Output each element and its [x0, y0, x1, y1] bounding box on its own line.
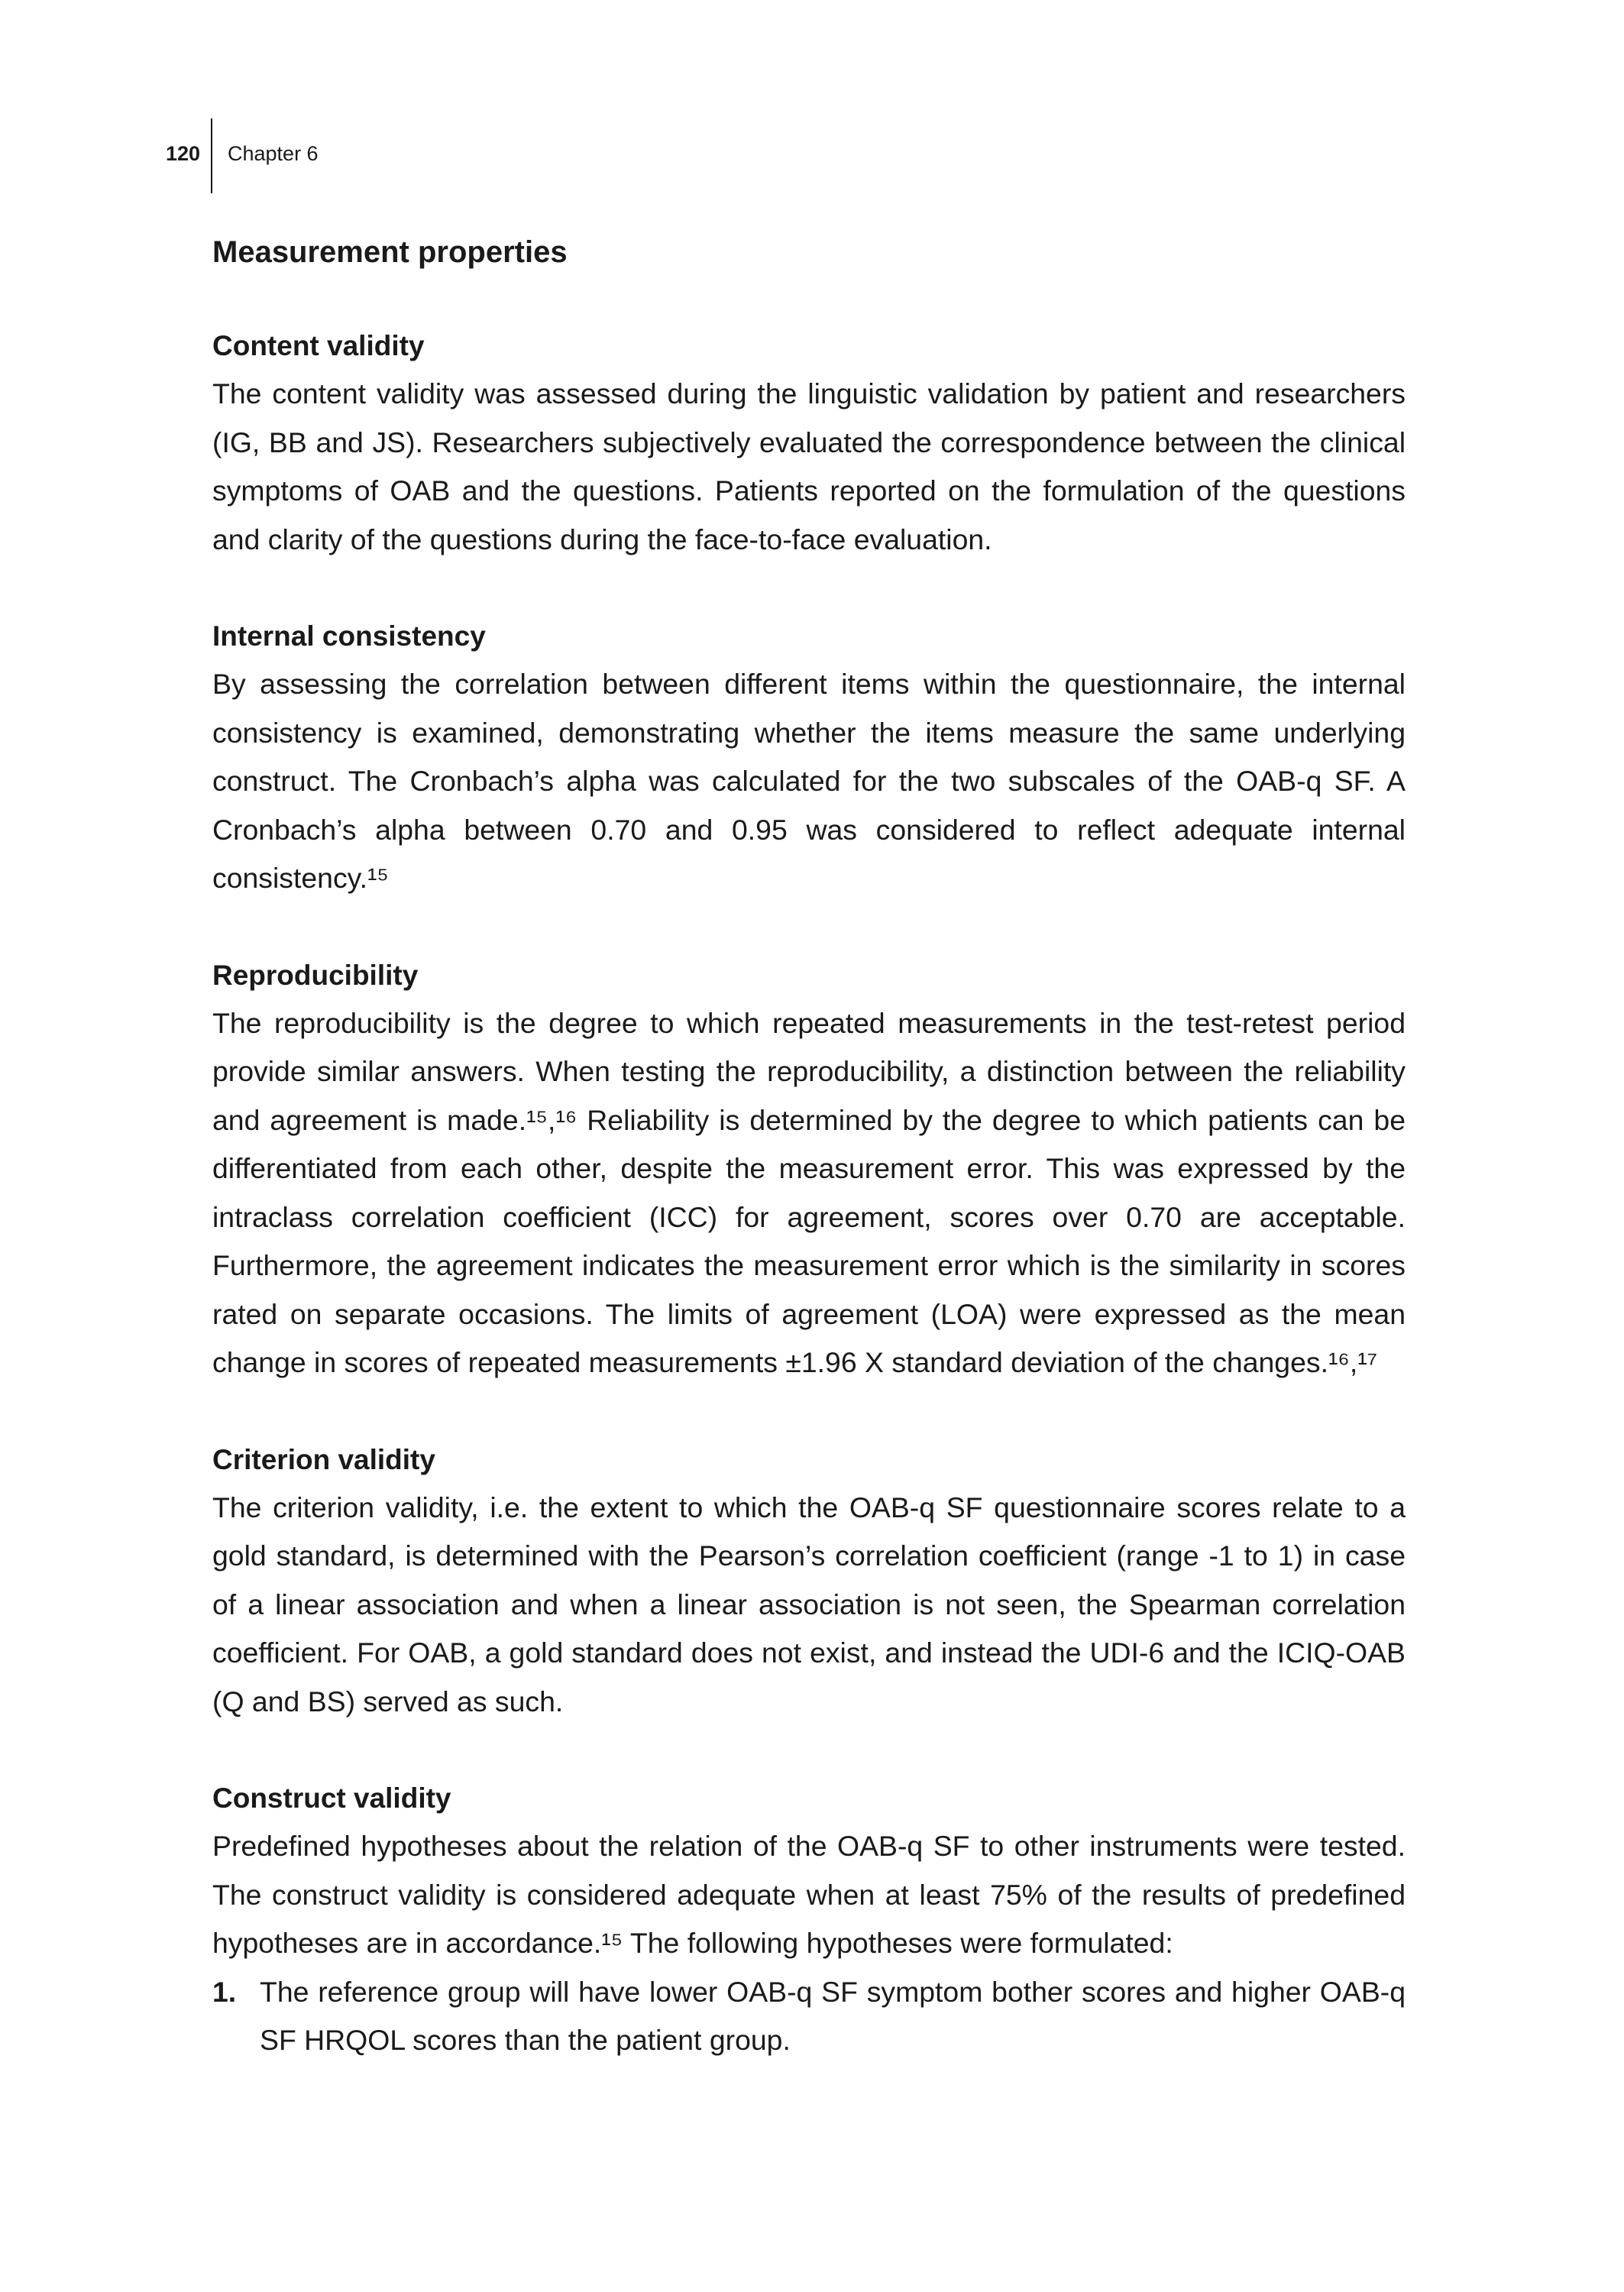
section-heading: Internal consistency — [212, 620, 486, 652]
section-paragraph: The reproducibility is the degree to which repeated measurements in the test-retest period provide similar answers. When testing the reproducibility, a distinction between the reliability and agreement is made.¹⁵,¹⁶ Reliability is determined by the degree to which patients can be differentiated from each other, despite the measurement error. This was expressed by the intraclass correlation coefficient (ICC) for agreement, scores over 0.70 are acceptable. Furthermore, the agreement indicates the measurement error which is the similarity in scores rated on separate occasions. The limits of agreement (LOA) were expressed as the mean change in scores of repeated measurements ±1.96 X standard deviation of the changes.¹⁶,¹⁷ — [212, 1006, 1406, 1378]
page-number: 120 — [165, 142, 200, 165]
hypothesis-number: 1. — [212, 1975, 237, 2008]
hypotheses-list — [212, 1968, 1406, 2065]
section-reproducibility — [212, 952, 1406, 1387]
section-criterion-validity — [212, 1436, 1406, 1727]
section-heading: Criterion validity — [212, 1443, 435, 1475]
page-heading: Measurement properties — [212, 235, 568, 269]
section-paragraph: By assessing the correlation between different items within the questionnaire, the internal consistency is examined, demonstrating whether the items measure the same underlying construct. The Cronbach’s alpha was calculated for the two subscales of the OAB-q SF. A Cronbach’s alpha between 0.70 and 0.95 was considered to reflect adequate internal consistency.¹⁵ — [212, 668, 1406, 894]
section-paragraph: The criterion validity, i.e. the extent to which the OAB-q SF questionnaire scores relate to a gold standard, is determined with the Pearson’s correlation coefficient (range -1 to 1) in case of a linear association and when a linear association is not seen, the Spearman correlation coefficient. For OAB, a gold standard does not exist, and instead the UDI-6 and the ICIQ-OAB (Q and BS) served as such. — [212, 1491, 1406, 1717]
hypothesis-text: The reference group will have lower OAB-q SF symptom bother scores and higher OAB-q SF HRQOL scores than the patient group. — [260, 1975, 1406, 2056]
section-internal-consistency — [212, 613, 1406, 903]
page-content — [212, 229, 1406, 2114]
header-divider — [211, 118, 212, 193]
section-heading: Content validity — [212, 330, 425, 361]
section-paragraph: Predefined hypotheses about the relation of the OAB-q SF to other instruments were tested. The construct validity is considered adequate when at least 75% of the results of predefined hypotheses are in accordance.¹⁵ The following hypotheses were formulated: — [212, 1830, 1406, 1959]
section-construct-validity — [212, 1775, 1406, 2065]
section-paragraph: The content validity was assessed during the linguistic validation by patient and researchers (IG, BB and JS). Researchers subjectively evaluated the correspondence between the clinical symptoms of OAB and the questions. Patients reported on the formulation of the questions and clarity of the questions during the face-to-face evaluation. — [212, 377, 1406, 555]
chapter-label: Chapter 6 — [228, 142, 319, 165]
section-content-validity — [212, 322, 1406, 564]
hypothesis-item — [212, 1968, 1406, 2065]
running-header — [0, 115, 1624, 191]
section-heading: Construct validity — [212, 1782, 451, 1814]
section-heading: Reproducibility — [212, 959, 419, 991]
